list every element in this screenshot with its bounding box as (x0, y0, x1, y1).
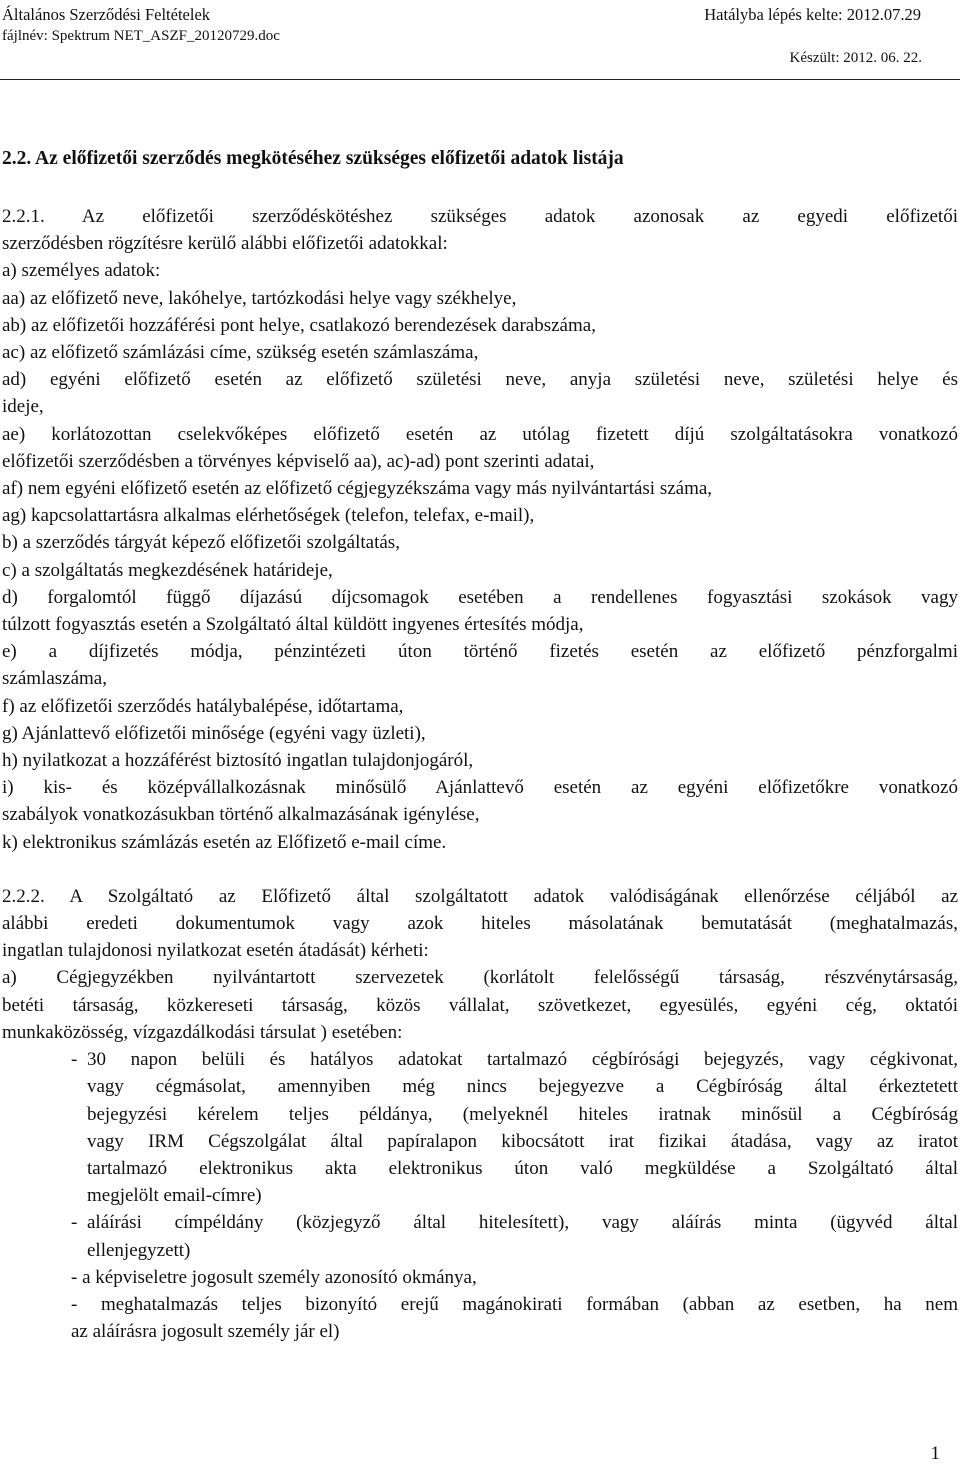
header-divider (0, 79, 960, 80)
list-item (2, 1264, 958, 1291)
section-title: 2.2. Az előfizetői szerződés megkötéséhez szükséges előfizetői adatok listája (2, 148, 624, 169)
text-line: a) Cégjegyzékben nyilvántartott szervezetek (korlátolt felelősségű társaság, részvénytársaság, (2, 967, 958, 989)
text-line: szabályok vonatkozásukban történő alkalmazásának igénylése, (2, 804, 480, 826)
list-item (2, 1291, 958, 1345)
bullet-dash: - (71, 1212, 78, 1234)
list-item (2, 1046, 958, 1209)
text-line: betéti társaság, közkereseti társaság, közös vállalat, szövetkezet, egyesülés, egyéni cég, oktatói (2, 994, 958, 1016)
header-title: Általános Szerződési Feltételek (2, 5, 211, 24)
paragraph-gap (2, 856, 958, 883)
header-effective-date: Hatályba lépés kelte: 2012.07.29 (704, 5, 921, 24)
text-line: 2.2.2. A Szolgáltató az Előfizető által szolgáltatott adatok valódiságának ellenőrzése céljából az (2, 885, 958, 907)
text-line: túlzott fogyasztás esetén a Szolgáltató által küldött ingyenes értesítés módja, (2, 614, 584, 636)
text-line: munkaközösség, vízgazdálkodási társulat ) esetében: (2, 1021, 403, 1043)
text-line: bejegyzési kérelem teljes példánya, (melyeknél hiteles iratnak minősül a Cégbíróság (87, 1103, 958, 1125)
text-line: aláírási címpéldány (közjegyző által hitelesített), vagy aláírás minta (ügyvéd által (87, 1212, 958, 1234)
text-line: - a képviseletre jogosult személy azonosító okmánya, (71, 1266, 477, 1288)
paragraph-2-2-2 (2, 883, 958, 1046)
text-line: c) a szolgáltatás megkezdésének határideje, (2, 559, 333, 581)
text-line: af) nem egyéni előfizető esetén az előfizető cégjegyzékszáma vagy más nyilvántartási száma, (2, 478, 713, 500)
text-line: f) az előfizetői szerződés hatálybalépése, időtartama, (2, 695, 404, 717)
text-line: az aláírásra jogosult személy jár el) (71, 1321, 340, 1343)
text-line: aa) az előfizető neve, lakóhelye, tartózkodási helye vagy székhelye, (2, 287, 517, 309)
text-line: ac) az előfizető számlázási címe, szükség esetén számlaszáma, (2, 342, 479, 364)
text-line: ae) korlátozottan cselekvőképes előfizető esetén az utólag fizetett díjú szolgáltatásokra vonatkozó (2, 423, 958, 445)
text-line: alábbi eredeti dokumentumok vagy azok hiteles másolatának bemutatását (meghatalmazás, (2, 913, 958, 935)
document-list (2, 1046, 958, 1345)
text-line: tartalmazó elektronikus akta elektronikus úton való megküldése a Szolgáltató által (87, 1157, 958, 1179)
list-item (2, 1209, 958, 1263)
page-header (0, 0, 960, 80)
text-line: ag) kapcsolattartásra alkalmas elérhetőségek (telefon, telefax, e-mail), (2, 505, 535, 527)
text-line: - meghatalmazás teljes bizonyító erejű magánokirati formában (abban az esetben, ha nem (71, 1293, 958, 1315)
bullet-dash: - (71, 1049, 78, 1071)
text-line: ellenjegyzett) (87, 1239, 191, 1261)
header-created-date: Készült: 2012. 06. 22. (789, 50, 922, 66)
text-line: d) forgalomtól függő díjazású díjcsomagok esetében a rendellenes fogyasztási szokások vagy (2, 586, 958, 608)
text-line: vagy cégmásolat, amennyiben még nincs bejegyezve a Cégbíróság által érkeztetett (87, 1076, 958, 1098)
text-line: h) nyilatkozat a hozzáférést biztosító ingatlan tulajdonjogáról, (2, 750, 474, 772)
text-line: vagy IRM Cégszolgálat által papíralapon kibocsátott irat fizikai átadása, vagy az iratot (87, 1130, 958, 1152)
text-line: ingatlan tulajdonosi nyilatkozat esetén átadását) kérheti: (2, 940, 429, 962)
text-line: g) Ajánlattevő előfizetői minősége (egyéni vagy üzleti), (2, 722, 426, 744)
text-line: ad) egyéni előfizető esetén az előfizető születési neve, anyja születési neve, születési helye és (2, 369, 958, 391)
text-line: ideje, (2, 396, 44, 418)
text-line: ab) az előfizetői hozzáférési pont helye, csatlakozó berendezések darabszáma, (2, 314, 596, 336)
text-line: a) személyes adatok: (2, 260, 161, 282)
text-line: előfizetői szerződésben a törvényes képviselő aa), ac)-ad) pont szerinti adatai, (2, 450, 595, 472)
document-body (2, 145, 958, 1345)
text-line: 30 napon belüli és hatályos adatokat tartalmazó cégbírósági bejegyzés, vagy cégkivonat, (87, 1049, 958, 1071)
text-line: k) elektronikus számlázás esetén az Előfizető e-mail címe. (2, 831, 447, 853)
text-line: e) a díjfizetés módja, pénzintézeti úton történő fizetés esetén az előfizető pénzforgalmi (2, 641, 958, 663)
text-line: i) kis- és középvállalkozásnak minősülő Ajánlattevő esetén az egyéni előfizetőkre vonatkozó (2, 777, 958, 799)
text-line: számlaszáma, (2, 668, 107, 690)
text-line: b) a szerződés tárgyát képező előfizetői szolgáltatás, (2, 532, 400, 554)
text-line: szerződésben rögzítésre kerülő alábbi előfizetői adatokkal: (2, 233, 448, 255)
paragraph-2-2-1 (2, 203, 958, 856)
text-line: 2.2.1. Az előfizetői szerződéskötéshez szükséges adatok azonosak az egyedi előfizetői (2, 206, 958, 227)
page-number: 1 (930, 1443, 940, 1464)
header-file-name: fájlnév: Spektrum NET_ASZF_20120729.doc (2, 28, 280, 44)
text-line: megjelölt email-címre) (87, 1185, 262, 1207)
